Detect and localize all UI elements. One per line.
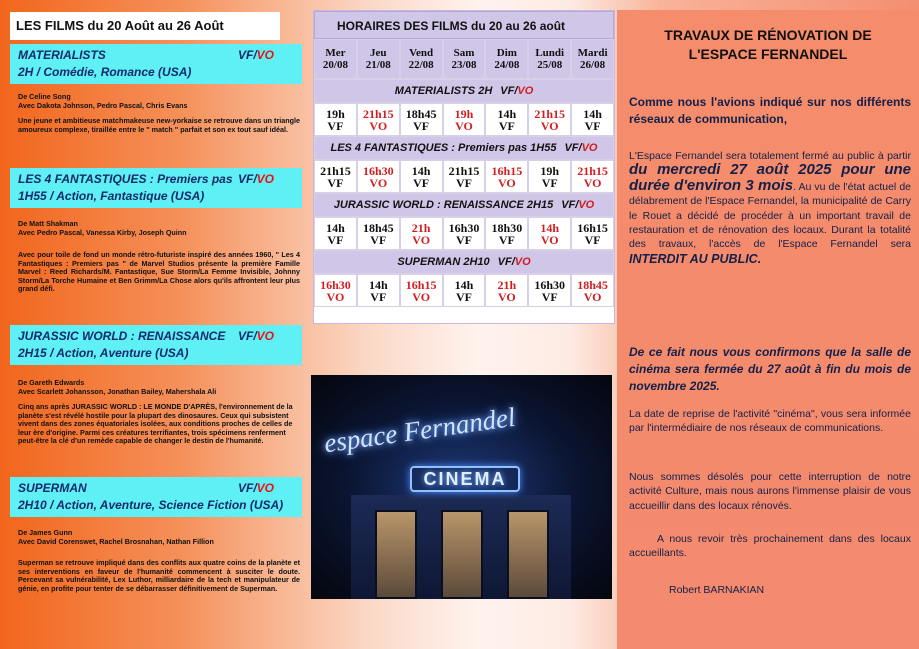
film-credits bbox=[18, 220, 298, 237]
schedule-film-version bbox=[498, 256, 531, 268]
day-cell bbox=[485, 39, 528, 79]
showtime-time: 14h bbox=[497, 106, 517, 121]
showtime-time: 14h bbox=[326, 220, 345, 235]
notice-title bbox=[617, 26, 919, 64]
showtime-cell bbox=[314, 217, 357, 250]
film-vo: VO bbox=[256, 329, 275, 343]
showtime-version: VO bbox=[497, 289, 516, 304]
film-description: Une jeune et ambitieuse matchmakeuse new-yorkaise se retrouve dans un triangle amoureux complexe, tiraillée entre le " match " parfait et son ex tout sauf idéal. bbox=[18, 116, 301, 134]
schedule-film-title bbox=[314, 193, 614, 217]
schedule-film-version bbox=[564, 142, 597, 154]
showtime-version: VF bbox=[584, 118, 601, 133]
schedule-film-vo: VO bbox=[514, 256, 531, 268]
showtime-time: 21h15 bbox=[534, 106, 566, 121]
schedule-title: HORAIRES DES FILMS du 20 au 26 août bbox=[314, 11, 614, 39]
notice-intro: Comme nous l'avions indiqué sur nos différents réseaux de communication, bbox=[629, 95, 911, 126]
schedule-film-title bbox=[314, 250, 614, 274]
day-date: 22/08 bbox=[408, 59, 434, 71]
film-vf: VF/ bbox=[238, 48, 257, 62]
schedule-film-vf: VF/ bbox=[500, 85, 518, 97]
showtime-cell bbox=[571, 217, 614, 250]
showtime-version: VF bbox=[370, 232, 387, 247]
day-name: Jeu bbox=[370, 47, 387, 59]
showtime-time: 18h45 bbox=[577, 277, 608, 292]
schedule-film-version bbox=[500, 85, 533, 97]
film-vo: VO bbox=[256, 172, 275, 186]
showtime-cell bbox=[528, 103, 571, 136]
cinema-photo bbox=[311, 375, 612, 599]
showtime-time: 16h30 bbox=[362, 163, 394, 178]
showtime-cell bbox=[400, 217, 443, 250]
showtime-time: 16h30 bbox=[534, 277, 566, 292]
showtime-version: VF bbox=[413, 118, 430, 133]
showtime-cell bbox=[485, 274, 528, 307]
showtime-version: VF bbox=[327, 118, 344, 133]
notice-sorry: Nous sommes désolés pour cette interruption de notre activité Culture, mais nous aurons l'immense plaisir de vous accueillir dans des locaux rénovés. bbox=[629, 471, 911, 512]
day-cell bbox=[400, 39, 443, 79]
notice-body-text: L'Espace Fernandel sera totalement fermé au public à partir bbox=[629, 150, 911, 162]
showtime-version: VF bbox=[584, 232, 601, 247]
schedule-film-label: MATERIALISTS 2H bbox=[394, 85, 493, 97]
film-info: 2H15 / Action, Aventure (USA) bbox=[18, 346, 189, 360]
film-director: De Gareth Edwards bbox=[18, 378, 85, 387]
showtime-version: VO bbox=[540, 232, 559, 247]
day-name: Mer bbox=[325, 47, 346, 59]
day-date: 20/08 bbox=[322, 59, 348, 71]
film-box-materialists bbox=[10, 44, 302, 84]
showtime-version: VO bbox=[412, 232, 431, 247]
showtime-time: 14h bbox=[411, 163, 431, 178]
day-name: Sam bbox=[453, 47, 475, 59]
film-vo: VO bbox=[256, 481, 275, 495]
schedule-table bbox=[313, 10, 615, 324]
schedule-film-vo: VO bbox=[578, 199, 595, 211]
showtime-version: VF bbox=[456, 289, 472, 304]
schedule-time-row bbox=[314, 103, 614, 136]
schedule-film-vo: VO bbox=[581, 142, 598, 154]
schedule-film-vf: VF/ bbox=[561, 199, 579, 211]
schedule-film-label: LES 4 FANTASTIQUES : Premiers pas 1H55 bbox=[330, 142, 557, 154]
showtime-cell bbox=[528, 217, 571, 250]
film-title: SUPERMAN bbox=[18, 481, 87, 495]
showtime-version: VO bbox=[326, 289, 345, 304]
day-header-row bbox=[314, 39, 614, 79]
showtime-time: 16h15 bbox=[405, 277, 437, 292]
showtime-version: VO bbox=[412, 289, 431, 304]
showtime-version: VO bbox=[497, 175, 516, 190]
photo-door bbox=[375, 510, 417, 599]
showtime-cell bbox=[571, 274, 614, 307]
schedule-film-title bbox=[314, 79, 614, 103]
showtime-version: VF bbox=[327, 232, 344, 247]
photo-door bbox=[441, 510, 483, 599]
showtime-cell bbox=[314, 103, 357, 136]
film-vf: VF/ bbox=[238, 329, 257, 343]
day-date: 26/08 bbox=[580, 59, 606, 71]
showtime-time: 19h bbox=[454, 106, 474, 121]
showtime-time: 14h bbox=[368, 277, 388, 292]
day-name: Lundi bbox=[535, 47, 565, 59]
showtime-time: 21h bbox=[411, 220, 431, 235]
schedule-time-row bbox=[314, 160, 614, 193]
showtime-time: 16h15 bbox=[491, 163, 523, 178]
showtime-cell bbox=[443, 274, 486, 307]
film-credits bbox=[18, 529, 298, 546]
showtime-version: VF bbox=[541, 175, 558, 190]
showtime-version: VF bbox=[370, 289, 387, 304]
showtime-time: 14h bbox=[583, 106, 602, 121]
showtime-cell bbox=[400, 103, 443, 136]
showtime-cell bbox=[485, 160, 528, 193]
photo-sign: espace Fernandel bbox=[322, 401, 518, 459]
renovation-notice bbox=[617, 10, 919, 649]
schedule-film-vf: VF/ bbox=[564, 142, 582, 154]
showtime-version: VO bbox=[583, 289, 602, 304]
showtime-version: VO bbox=[540, 118, 559, 133]
showtime-time: 21h15 bbox=[448, 163, 480, 178]
day-name: Vend bbox=[409, 47, 434, 59]
showtime-cell bbox=[571, 160, 614, 193]
film-director: De James Gunn bbox=[18, 528, 73, 537]
notice-closure-dates: du mercredi 27 août 2025 pour une durée d'environ 3 mois bbox=[629, 161, 911, 194]
showtime-version: VO bbox=[369, 118, 388, 133]
film-description: Cinq ans après JURASSIC WORLD : LE MONDE D'APRÈS, l'environnement de la planète s'est révélé hostile pour la plupart des dinosaures. Ceux qui subsistent vivent dans des zones équatoriales isolées, aux conditions proches de celles de leur ère d'origine. Parmi ces créatures terrifiantes, trois spécimens renferment peut-être la clé d'un remède capable de changer le destin de l'humanité. bbox=[18, 402, 293, 446]
film-cast: Avec Scarlett Johansson, Jonathan Bailey, Mahershala Ali bbox=[18, 386, 217, 396]
film-vo: VO bbox=[256, 48, 275, 62]
film-cast: Avec Pedro Pascal, Vanessa Kirby, Joseph Quinn bbox=[18, 227, 187, 237]
showtime-cell bbox=[528, 160, 571, 193]
showtime-version: VO bbox=[369, 175, 388, 190]
schedule-film-title bbox=[314, 136, 614, 160]
showtime-cell bbox=[400, 160, 443, 193]
film-director: De Celine Song bbox=[18, 92, 71, 101]
film-title: LES 4 FANTASTIQUES : Premiers pas bbox=[18, 172, 233, 186]
schedule-body bbox=[314, 79, 614, 307]
day-date: 24/08 bbox=[494, 59, 520, 71]
showtime-time: 19h bbox=[540, 163, 560, 178]
showtime-cell bbox=[528, 274, 571, 307]
showtime-version: VF bbox=[413, 175, 430, 190]
day-date: 25/08 bbox=[537, 59, 563, 71]
film-info: 2H10 / Action, Aventure, Science Fiction (USA) bbox=[18, 498, 284, 512]
showtime-cell bbox=[485, 103, 528, 136]
day-date: 21/08 bbox=[365, 59, 391, 71]
day-date: 23/08 bbox=[451, 59, 477, 71]
film-credits bbox=[18, 93, 298, 110]
day-cell bbox=[314, 39, 357, 79]
showtime-cell bbox=[571, 103, 614, 136]
film-description: Avec pour toile de fond un monde rétro-futuriste inspiré des années 1960, " Les 4 Fantastiques : Premiers pas " de Marvel Studios présente la première Famille Marvel : Reed Richards/M. Fantastique, Sue Storm/La Femme Invisible, Johnny Storm/La Torche Humaine et Ben Grimm/La Chose alors qu'ils affrontent leur plus grand défi. bbox=[18, 250, 300, 294]
film-box-superman bbox=[10, 477, 302, 517]
showtime-time: 16h15 bbox=[577, 220, 608, 235]
showtime-time: 14h bbox=[454, 277, 474, 292]
day-cell bbox=[357, 39, 400, 79]
notice-body bbox=[629, 149, 911, 267]
showtime-version: VF bbox=[498, 232, 515, 247]
notice-reprise: La date de reprise de l'activité "cinéma", vous sera informée par l'intermédiaire de nos réseaux de communications. bbox=[629, 408, 911, 435]
showtime-time: 16h30 bbox=[320, 277, 351, 292]
film-box-jurassic-world bbox=[10, 325, 302, 365]
showtime-cell bbox=[357, 160, 400, 193]
showtime-cell bbox=[443, 103, 486, 136]
showtime-version: VF bbox=[327, 175, 344, 190]
showtime-time: 19h bbox=[326, 106, 345, 121]
notice-confirm: De ce fait nous vous confirmons que la salle de cinéma sera fermée du 27 août à fin du mois de novembre 2025. bbox=[629, 345, 911, 393]
film-credits bbox=[18, 379, 298, 396]
showtime-version: VO bbox=[583, 175, 602, 190]
showtime-cell bbox=[443, 217, 486, 250]
showtime-cell bbox=[357, 103, 400, 136]
showtime-cell bbox=[400, 274, 443, 307]
showtime-version: VO bbox=[455, 118, 473, 133]
films-header: LES FILMS du 20 Août au 26 Août bbox=[10, 12, 280, 40]
notice-bye: A nous revoir très prochainement dans des locaux accueillants. bbox=[629, 533, 911, 560]
notice-body-text: . Au vu de l'état actuel de délabrement de l'Espace Fernandel, la municipalité de Carry le Rouet a décidé de procéder à un important travail de restauration et de rénovation des locaux. Durant la totalité des travaux, l'accès de l'Espace Fernandel sera bbox=[629, 180, 911, 251]
showtime-version: VF bbox=[456, 175, 472, 190]
schedule-film-label: SUPERMAN 2H10 bbox=[397, 256, 490, 268]
photo-cinema-sign: CINEMA bbox=[410, 466, 520, 492]
schedule-film-version bbox=[561, 199, 594, 211]
schedule-film-vo: VO bbox=[517, 85, 534, 97]
showtime-time: 18h45 bbox=[362, 220, 394, 235]
film-title: MATERIALISTS bbox=[18, 48, 106, 62]
showtime-time: 16h30 bbox=[448, 220, 480, 235]
showtime-version: VF bbox=[456, 232, 472, 247]
showtime-time: 18h30 bbox=[491, 220, 523, 235]
schedule-film-vf: VF/ bbox=[497, 256, 515, 268]
day-cell bbox=[443, 39, 486, 79]
showtime-cell bbox=[357, 217, 400, 250]
showtime-time: 21h15 bbox=[320, 163, 351, 178]
day-name: Mardi bbox=[577, 47, 608, 59]
films-column bbox=[0, 0, 305, 649]
film-info: 2H / Comédie, Romance (USA) bbox=[18, 65, 192, 79]
schedule-time-row bbox=[314, 217, 614, 250]
schedule-time-row bbox=[314, 274, 614, 307]
showtime-cell bbox=[485, 217, 528, 250]
showtime-time: 21h15 bbox=[362, 106, 394, 121]
showtime-time: 21h15 bbox=[577, 163, 608, 178]
showtime-cell bbox=[314, 160, 357, 193]
schedule-film-label: JURASSIC WORLD : RENAISSANCE 2H15 bbox=[333, 199, 554, 211]
showtime-cell bbox=[314, 274, 357, 307]
day-name: Dim bbox=[496, 47, 517, 59]
film-box-4-fantastiques bbox=[10, 168, 302, 208]
day-cell bbox=[571, 39, 614, 79]
showtime-cell bbox=[357, 274, 400, 307]
film-info: 1H55 / Action, Fantastique (USA) bbox=[18, 189, 205, 203]
film-vf: VF/ bbox=[238, 172, 257, 186]
showtime-time: 21h bbox=[497, 277, 517, 292]
notice-interdit: INTERDIT AU PUBLIC. bbox=[629, 251, 762, 266]
showtime-version: VF bbox=[498, 118, 515, 133]
notice-title-line: L'ESPACE FERNANDEL bbox=[688, 46, 848, 62]
showtime-cell bbox=[443, 160, 486, 193]
film-vf: VF/ bbox=[238, 481, 257, 495]
film-cast: Avec Dakota Johnson, Pedro Pascal, Chris Evans bbox=[18, 100, 188, 110]
notice-signature: Robert BARNAKIAN bbox=[669, 584, 765, 596]
film-title: JURASSIC WORLD : RENAISSANCE bbox=[18, 329, 226, 343]
notice-title-line: TRAVAUX DE RÉNOVATION DE bbox=[664, 27, 872, 43]
showtime-version: VF bbox=[541, 289, 558, 304]
film-cast: Avec David Corenswet, Rachel Brosnahan, Nathan Fillion bbox=[18, 536, 214, 546]
day-cell bbox=[528, 39, 571, 79]
photo-door bbox=[507, 510, 549, 599]
film-description: Superman se retrouve impliqué dans des conflits aux quatre coins de la planète et ses interventions en faveur de l'humanité commencent à susciter le doute. Percevant sa vulnérabilité, Lex Luthor, milliardaire de la tech et manipulateur de génie, en profite pour tenter de se débarrasser définitivement de Superman. bbox=[18, 558, 300, 593]
showtime-time: 18h45 bbox=[405, 106, 437, 121]
showtime-time: 14h bbox=[540, 220, 560, 235]
film-director: De Matt Shakman bbox=[18, 219, 78, 228]
